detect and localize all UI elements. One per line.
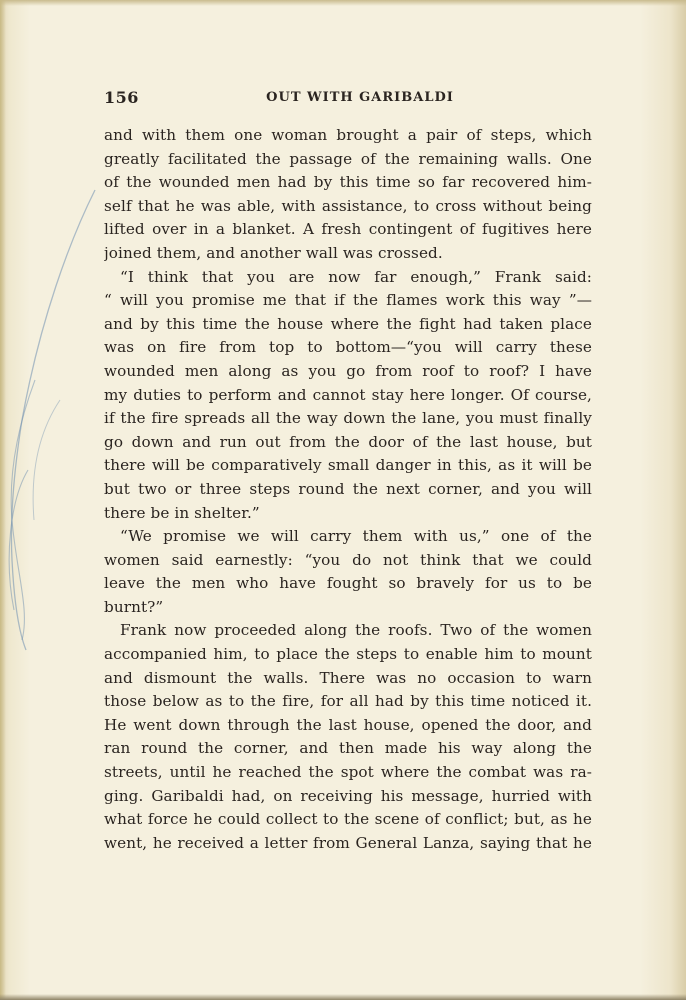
running-head: OUT WITH GARIBALDI	[266, 90, 454, 105]
page-header	[104, 88, 592, 112]
text-line: ging. Garibaldi had, on receiving his message, hurried with	[104, 786, 592, 805]
body-text	[104, 124, 592, 855]
text-line: self that he was able, with assistance, to cross without being	[104, 196, 592, 215]
text-line: joined them, and another wall was crossed.	[104, 243, 443, 262]
text-line: ran round the corner, and then made his way along the	[104, 739, 592, 758]
text-line: what force he could collect to the scene of conflict; but, as he	[104, 810, 592, 829]
text-line: but two or three steps round the next corner, and you will	[104, 479, 592, 498]
text-line: lifted over in a blanket. A fresh contingent of fugitives here	[104, 220, 592, 239]
text-line: wounded men along as you go from roof to roof? I have	[104, 361, 592, 380]
text-line: was on fire from top to bottom—“you will carry these	[104, 338, 592, 357]
text-line: went, he received a letter from General Lanza, saying that he	[104, 833, 592, 852]
text-line: leave the men who have fought so bravely for us to be	[104, 574, 592, 593]
text-line: and by this time the house where the fight had taken place	[104, 314, 592, 333]
text-line: streets, until he reached the spot where the combat was ra-	[104, 763, 592, 782]
page-gutter-shadow	[0, 0, 6, 1000]
page-bottom-edge	[0, 994, 686, 1000]
text-line: and with them one woman brought a pair of steps, which	[104, 126, 592, 144]
text-line: of the wounded men had by this time so far recovered him-	[104, 173, 592, 192]
text-line: women said earnestly: “you do not think that we could	[104, 550, 592, 569]
pencil-stroke-loop	[9, 380, 35, 640]
text-line: “ will you promise me that if the flames work this way ”—	[104, 291, 592, 310]
text-line: my duties to perform and cannot stay here longer. Of course,	[104, 385, 592, 404]
text-line: He went down through the last house, opened the door, and	[104, 715, 592, 734]
text-line: “I think that you are now far enough,” Frank said:	[120, 267, 592, 286]
text-line: accompanied him, to place the steps to enable him to mount	[104, 645, 592, 664]
text-line: go down and run out from the door of the last house, but	[104, 432, 592, 451]
page-number: 156	[104, 88, 139, 107]
text-line: burnt?”	[104, 597, 164, 616]
page-top-edge	[0, 0, 686, 6]
text-line: there be in shelter.”	[104, 503, 260, 522]
pencil-stroke-short	[33, 400, 60, 520]
text-line: greatly facilitated the passage of the remaining walls. One	[104, 149, 592, 168]
text-line: if the fire spreads all the way down the lane, you must finally	[104, 409, 592, 428]
pencil-margin-marks	[0, 0, 120, 700]
text-line: there will be comparatively small danger in this, as it will be	[104, 456, 592, 475]
text-line: Frank now proceeded along the roofs. Two of the women	[120, 621, 592, 640]
text-line: “We promise we will carry them with us,” one of the	[120, 527, 592, 546]
text-line: and dismount the walls. There was no occasion to warn	[104, 668, 592, 687]
pencil-stroke-long	[11, 190, 95, 650]
text-line: those below as to the fire, for all had by this time noticed it.	[104, 692, 592, 711]
